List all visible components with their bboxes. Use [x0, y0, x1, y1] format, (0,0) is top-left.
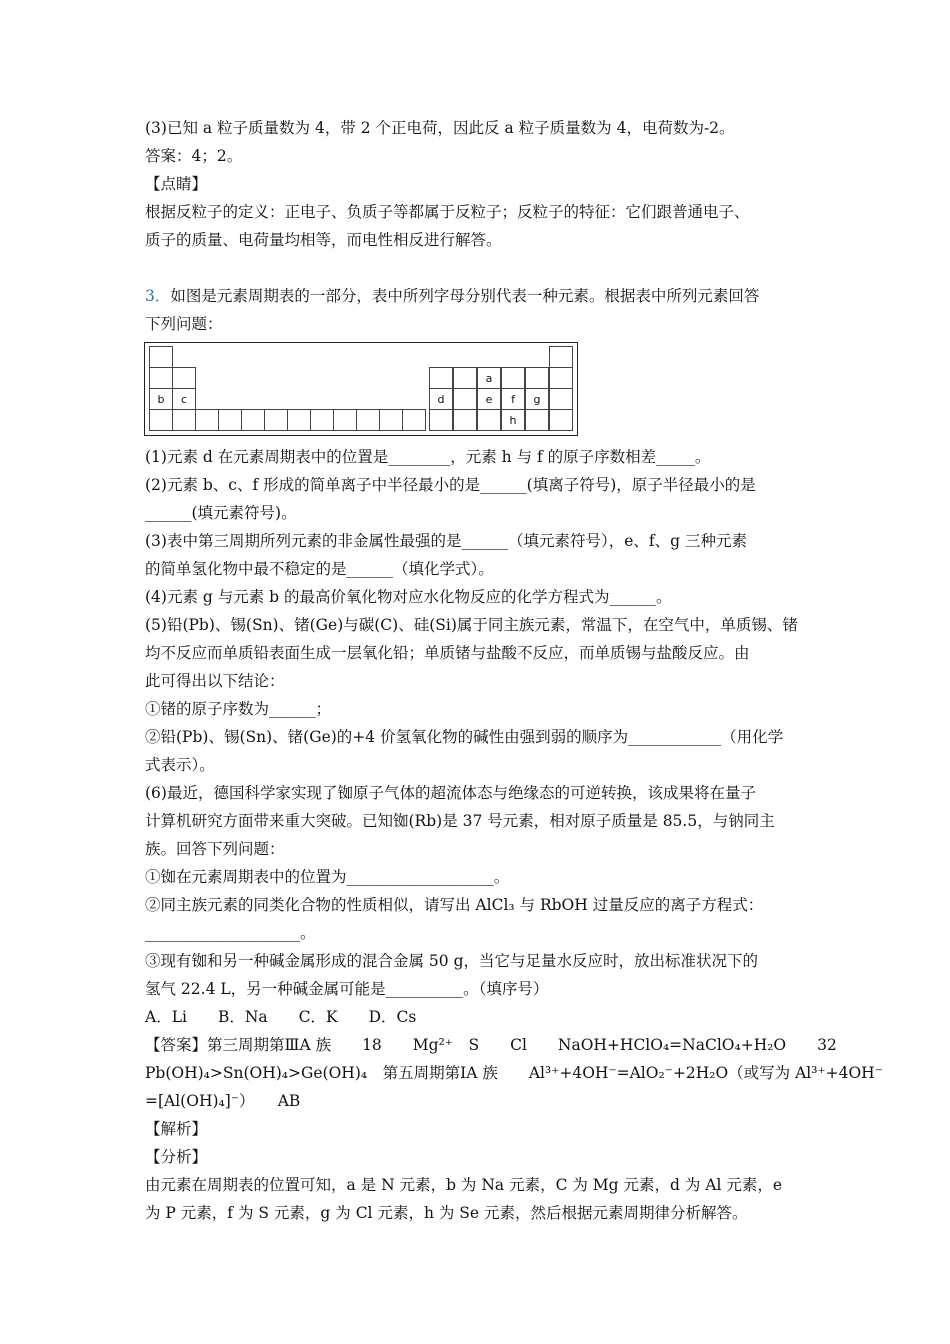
- table-cell-f: f: [501, 388, 525, 410]
- table-cell: [149, 409, 173, 431]
- table-cell-a: a: [477, 367, 501, 389]
- table-cell: [149, 346, 173, 368]
- table-cell: [379, 409, 403, 431]
- question-stem-text: 如图是元素周期表的一部分，表中所列字母分别代表一种元素。根据表中所列元素回答: [170, 287, 760, 305]
- table-cell-c: c: [172, 388, 196, 410]
- text-line: (5)铅(Pb)、锡(Sn)、锗(Ge)与碳(C)、硅(Si)属于同主族元素，常温下，在空气中，单质锡、锗: [145, 616, 798, 634]
- text-line: 下列问题：: [145, 315, 223, 333]
- table-cell: [264, 409, 288, 431]
- question-stem: [145, 285, 759, 307]
- table-cell: [149, 367, 173, 389]
- table-cell: [525, 367, 549, 389]
- table-cell: [549, 346, 573, 368]
- table-cell: [453, 388, 477, 410]
- text-line: (2)元素 b、c、f 形成的简单离子中半径最小的是______(填离子符号)，原子半径最小的是: [145, 476, 756, 494]
- table-cell-d: d: [429, 388, 453, 410]
- table-cell: [429, 409, 453, 431]
- text-line: ______(填元素符号)。: [145, 504, 297, 522]
- table-cell: [310, 409, 334, 431]
- text-line: 此可得出以下结论：: [145, 672, 285, 690]
- table-cell: [241, 409, 265, 431]
- answer-line: 【答案】第三周期第ⅢA 族 18 Mg²⁺ S Cl NaOH+HClO₄=NaClO₄+H₂O 32: [145, 1036, 837, 1054]
- text-line: 由元素在周期表的位置可知，a 是 N 元素，b 为 Na 元素，C 为 Mg 元素，d 为 Al 元素，e: [145, 1176, 783, 1194]
- table-cell: [525, 409, 549, 431]
- table-cell: [218, 409, 242, 431]
- table-cell-h: h: [501, 409, 525, 431]
- text-line: (3)表中第三周期所列元素的非金属性最强的是______（填元素符号），e、f、g 三种元素: [145, 532, 747, 550]
- table-cell: [549, 367, 573, 389]
- text-line: 答案：4；2。: [145, 147, 243, 165]
- table-cell-e: e: [477, 388, 501, 410]
- text-line: 氢气 22.4 L，另一种碱金属可能是__________。（填序号）: [145, 980, 549, 998]
- text-line: ②铅(Pb)、锡(Sn)、锗(Ge)的+4 价氢氧化物的碱性由强到弱的顺序为____________（用化学: [145, 728, 784, 746]
- table-cell: [172, 367, 196, 389]
- answer-line: =[Al(OH)₄]⁻） AB: [145, 1092, 301, 1110]
- question-number: 3．: [145, 287, 171, 305]
- section-heading: 【分析】: [145, 1148, 208, 1166]
- table-cell: [287, 409, 311, 431]
- table-cell: [501, 367, 525, 389]
- answer-options: A．Li B．Na C．K D．Cs: [145, 1008, 417, 1026]
- text-line: 为 P 元素，f 为 S 元素，g 为 Cl 元素，h 为 Se 元素，然后根据元素周期律分析解答。: [145, 1204, 748, 1222]
- text-line: ①铷在元素周期表中的位置为___________________。: [145, 868, 510, 886]
- table-cell: [549, 388, 573, 410]
- text-line: 族。回答下列问题：: [145, 840, 285, 858]
- text-line: 计算机研究方面带来重大突破。已知铷(Rb)是 37 号元素，相对原子质量是 85.5，与钠同主: [145, 812, 775, 830]
- periodic-table-figure: [144, 342, 578, 436]
- table-cell: [195, 409, 219, 431]
- table-cell-g: g: [525, 388, 549, 410]
- section-heading: 【点睛】: [145, 175, 208, 193]
- text-line: ②同主族元素的同类化合物的性质相似，请写出 AlCl₃ 与 RbOH 过量反应的离子方程式：: [145, 896, 764, 914]
- text-line: ____________________。: [145, 924, 316, 942]
- text-line: ①锗的原子序数为______；: [145, 700, 332, 718]
- text-line: (6)最近，德国科学家实现了铷原子气体的超流体态与绝缘态的可逆转换，该成果将在量子: [145, 784, 756, 802]
- text-line: (4)元素 g 与元素 b 的最高价氧化物对应水化物反应的化学方程式为______。: [145, 588, 672, 606]
- text-line: 根据反粒子的定义：正电子、负质子等都属于反粒子；反粒子的特征：它们跟普通电子、: [145, 203, 750, 221]
- table-cell: [453, 367, 477, 389]
- text-line: (3)已知 a 粒子质量数为 4，带 2 个正电荷，因此反 a 粒子质量数为 4，电荷数为-2。: [145, 119, 735, 137]
- text-line: (1)元素 d 在元素周期表中的位置是________，元素 h 与 f 的原子序数相差_____。: [145, 448, 711, 466]
- text-line: 的简单氢化物中最不稳定的是______（填化学式）。: [145, 560, 494, 578]
- table-cell: [549, 409, 573, 431]
- section-heading: 【解析】: [145, 1120, 208, 1138]
- table-cell-b: b: [149, 388, 173, 410]
- text-line: 式表示）。: [145, 756, 215, 774]
- table-cell: [356, 409, 380, 431]
- text-line: ③现有铷和另一种碱金属形成的混合金属 50 g，当它与足量水反应时，放出标准状况下的: [145, 952, 759, 970]
- table-cell: [477, 409, 501, 431]
- table-cell: [172, 409, 196, 431]
- table-cell: [402, 409, 426, 431]
- table-cell: [333, 409, 357, 431]
- table-cell: [429, 367, 453, 389]
- text-line: 质子的质量、电荷量均相等，而电性相反进行解答。: [145, 231, 502, 249]
- text-line: 均不反应而单质铅表面生成一层氧化铅；单质锗与盐酸不反应，而单质锡与盐酸反应。由: [145, 644, 750, 662]
- answer-line: Pb(OH)₄>Sn(OH)₄>Ge(OH)₄ 第五周期第ⅠA 族 Al³⁺+4OH⁻=AlO₂⁻+2H₂O（或写为 Al³⁺+4OH⁻: [145, 1064, 883, 1082]
- table-cell: [453, 409, 477, 431]
